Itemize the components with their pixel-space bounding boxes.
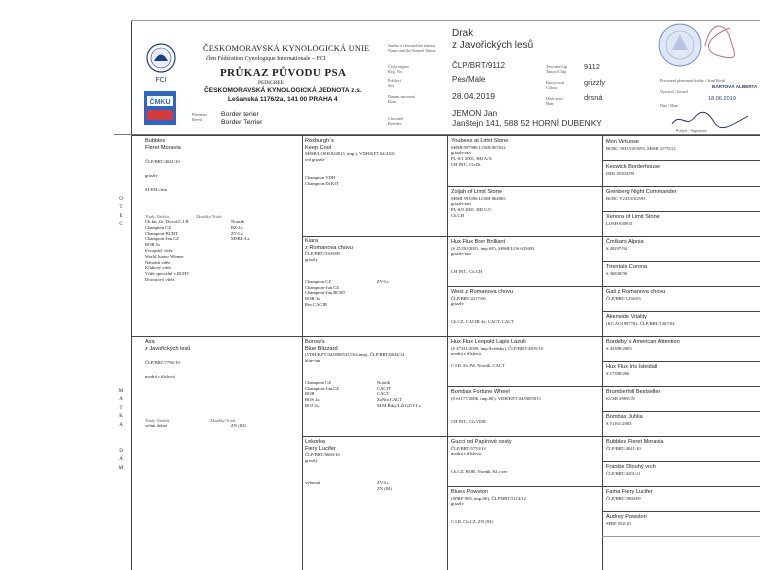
- dam-ggp2: Bombax Fortune Wheel (S 61177/2006, imp.SE), VDH/KFT 04/0005813 CH INT., Ch.VDH: [451, 389, 541, 425]
- issue-date: 18.06.2019: [708, 96, 736, 102]
- sire-title-item: Champion CZ: [145, 224, 172, 230]
- official-stamp: [657, 22, 703, 68]
- sire-title-item: World Junior Winner: [145, 253, 184, 259]
- gggp-cell: Akenside Vitality (KC AO1907702, ČLP/BRT/1367/04: [606, 314, 675, 326]
- gggp-cell: Hux Flux Iris Isleidall S 17398/266: [606, 364, 658, 376]
- sire-title-item: Evropský vítěz: [145, 247, 173, 253]
- fci-logo: [146, 42, 176, 90]
- mother-side-letters: M A T K A: [118, 389, 124, 428]
- dam-titles: Tituly, šlechtit. Zkoušky/Trials velmi dobrá ZN (84): [145, 418, 246, 428]
- sire-title-item: Ch.Int.,Gr. Dovot/C.I.B: [145, 219, 189, 224]
- sire-trial-item: MSBL-Lr.: [231, 236, 251, 242]
- gggp-cell: Fama Fiery Lucifer ČLP/BRT/3960/09: [606, 489, 653, 501]
- svg-text:ČMKU: ČMKU: [149, 99, 171, 106]
- sire-gp2: Kiara z Romanova chovu ČLP/BRT/3169/08 grizzly Champion CZ Champion-Jun.CZ Champion-Jun.BCHT BOB 3x Res.CACIB ZV-Lr.: [305, 238, 390, 307]
- sire-ggp3: Hux Flux Brer Brilliant (S 25150/2001, imp.SE), SHSB/LOS 635693 grizzle-tan CH INT., Ch.CH: [451, 239, 535, 275]
- stamp-red-scribble: [700, 16, 746, 68]
- dam-side-letters: D A M: [118, 449, 124, 471]
- gggp-cell: Grenberg Night Commander BCRC Y2333102593: [606, 189, 677, 201]
- org-member: člen Fédération Cynologique Internationale – FCI: [206, 56, 326, 62]
- sire-title-item: Champion-Jun.CZ: [145, 236, 180, 242]
- dog-dob: 28.04.2019: [452, 91, 496, 101]
- dog-name: Drak z Javořických lesů: [452, 28, 534, 51]
- address: Lešanská 1176/2a, 141 00 PRAHA 4: [228, 96, 338, 103]
- gggp-cell: Xenora of Limit Stone LOSH 830931: [606, 214, 660, 226]
- gggp-cell: Gali z Romanova chovu ČLP/BRT/1256/03: [606, 289, 666, 301]
- sire-title-item: Klubový vítěz: [145, 265, 172, 271]
- sire-title-item: Vítěz speciální v BCHT: [145, 271, 190, 277]
- org-name: ČESKOMORAVSKÁ KYNOLOGICKÁ UNIE: [203, 44, 370, 53]
- issuer: ČESKOMORAVSKÁ KYNOLOGICKÁ JEDNOTA z.s.: [204, 87, 362, 94]
- issued-stamp-name: BÁRTOVÁ ALBERTA: [712, 84, 758, 89]
- dam-cell: Axa z Javořických lesů ČLP/BRT/7796/19 modrá s tříslovú: [145, 339, 191, 379]
- doc-title-en: PEDIGREE: [258, 80, 285, 86]
- sire-title-item: Národní vítěz: [145, 259, 171, 265]
- dog-sex: Pes/Male: [452, 75, 486, 84]
- signature-label: Podpis / Signature: [676, 128, 707, 133]
- cmku-logo: [143, 90, 177, 126]
- dam-gp1: Borow's Blue Blizzard (VDH/KFT 04/0000535/104.imp), ČLP/BRT/6644/14 blue-tan Champion CZ Champion-Jun.CZ BOB BOS 2x BOJ 2x Norník CACIT CACT ZaNrz.CACT M.M.Řiky/LZrGZ/1-Lr.: [305, 339, 422, 408]
- gggp-cell: Bordeby´s American Attention S 43398/2005: [606, 339, 680, 351]
- dam-ggp4: Blues Powston (SPRF-903, imp.SE), ČLP/BRT/5114/12 grizzly C.I.B. Ch.CZ, ZN (84): [451, 489, 526, 525]
- gggp-cell: Brumberhill Bestseller KCSB 2985CN: [606, 389, 661, 401]
- dog-chip: 9112: [584, 62, 600, 71]
- gggp-cell: Mon Virtuose BCRC 39315103593, SHSB 2175112: [606, 139, 676, 151]
- issued-labels: Potvrzení plemenné knihy / Stud Book Vystavil / Issued Dne / Date: [660, 78, 726, 108]
- sire-title-item: Champion-BCHT: [145, 230, 178, 236]
- gggp-cell: Čmíkars Alpnia S 28297/94: [606, 239, 644, 251]
- sire-titles: Tituly, šlechtit. Zkoušky/Trials Ch.Int.,Gr. Dovot/C.I.B Champion CZ Champion-BCHT Champion-Jun.CZ BOB 5x Evropský vítěz World Junior Winner Národní vítěz Klubový vítěz Vítěz speciální v BCHT Dorostový vítěz Norník BZ-Lr. ZV-Lr. MSBL-Lr.: [145, 214, 251, 282]
- father-side-letters: O T E C: [119, 197, 123, 228]
- sire-trial-item: ZV-Lr.: [231, 230, 244, 236]
- svg-text:FCI: FCI: [155, 77, 167, 84]
- sire-trial-item: Norník: [231, 219, 245, 224]
- sire-trial-item: BZ-Lr.: [231, 224, 244, 230]
- sire-ggp2: Zoljah of Limit Stone SHSB 593396 LOSH 864865 grizzle-tan PL-0/0 2001 ,HD C/C Ch.CH: [451, 189, 506, 218]
- sire-title-item: BOB 5x: [145, 242, 161, 248]
- dam-ggp3: Gucci od Papírové cesty ČLP/BRT/5753/13 modrá s tříslovú Ch.CZ, BOB, Norník, Kl.v.zer: [451, 439, 512, 475]
- gggp-cell: Trientals Corona S 36838/98: [606, 264, 648, 276]
- gggp-cell: Audrey Powston SPRF 592/10: [606, 514, 647, 526]
- sire-ggp4: West z Romanova chovu ČLP/BRT/2217/06 grizzly Ch.CZ, CACIB 4x, CACT, CACT: [451, 289, 515, 325]
- sire-cell: Bubbles Fleret Moravia ČLP/BRT/4041/10 grizzly SLEM clear: [145, 138, 181, 192]
- dog-breeder: JEMON Jan Janštejn 141, 588 52 HORNÍ DUBENKY: [452, 108, 602, 128]
- sire-title-item: Dorostový vítěz: [145, 276, 175, 282]
- gggp-cell: Keswick Borderhouse DEK 05303/99: [606, 164, 661, 176]
- dog-hair: drsná: [584, 93, 603, 102]
- dam-ggp1: Hux Flux Leopold Lapis Lazuli (S 47331/2009, imp.Švédsko), ČLP/BRT/4505/10 modrá s tříslovú C.I.B. Ev.JW. Norník. CACT: [451, 339, 543, 369]
- dog-color: grizzly: [584, 78, 605, 87]
- gggp-cell: Bombax Juhlia S 51161/2003: [606, 414, 643, 426]
- dam-gp2: Lekorka Fiery Lucifer ČLP/BRT/6660/16 grizzly výborná ZV-Lr. ZN (84): [305, 439, 392, 491]
- sire-trial-item: [231, 277, 250, 283]
- gggp-cell: Frankie Dlouhý vrch ČLP/BRT/4201/11: [606, 464, 656, 476]
- sire-ggp1: Youbeez at Limit Stone SHSB/587988 LOSH 867632 grizzle-tan PL-0/1 2001, HD A/A CH INT., Ch.Dt.: [451, 138, 509, 167]
- gggp-cell: Bubbles Fleret Moravia ČLP/BRT/4041/10: [606, 439, 664, 451]
- breed-label: Plemeno Breed: [192, 112, 207, 122]
- breed-value: Border terier Border Terrier: [221, 111, 263, 126]
- dog-reg: ČLP/BRT/9112: [452, 61, 506, 70]
- doc-title: PRŮKAZ PŮVODU PSA: [220, 67, 347, 79]
- sire-gp1: Roxburgh´s Keep Cool SHSB/LOSH 824913, imp.), VDH/KFT 04/4101 red grizzle Champion VDH Champion Dt.KfT: [305, 138, 396, 186]
